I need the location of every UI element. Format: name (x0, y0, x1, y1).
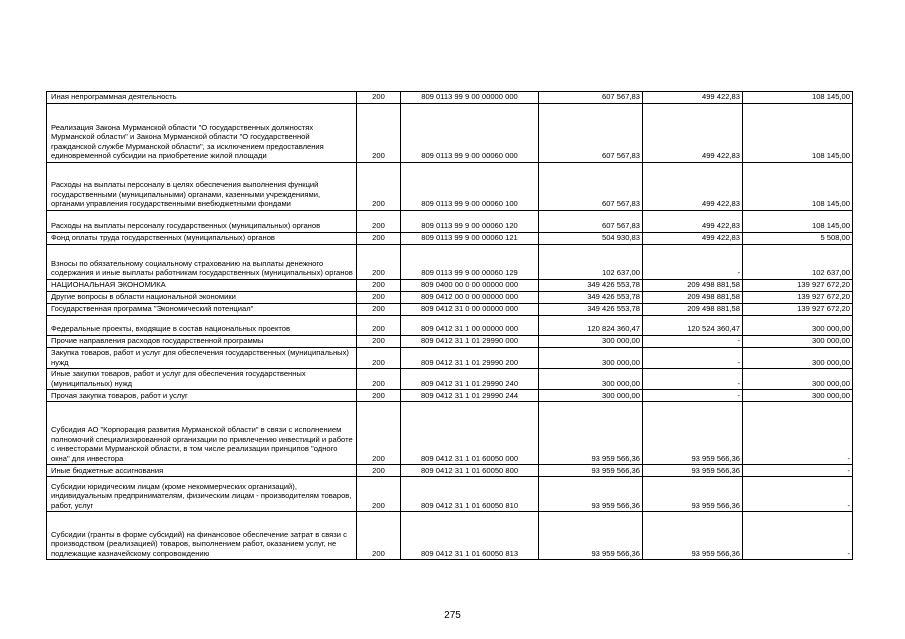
row-code-cell: 200 (357, 316, 401, 336)
row-value-approved-cell: 120 824 360,47 (539, 316, 643, 336)
row-value-approved-cell: 300 000,00 (539, 369, 643, 390)
row-value-unexecuted-cell: 102 637,00 (743, 245, 853, 280)
row-kbk-cell: 809 0412 31 1 01 60050 800 (401, 465, 539, 477)
row-name-cell: Прочие направления расходов государственной программы (47, 336, 357, 348)
row-name-cell: Федеральные проекты, входящие в состав национальных проектов (47, 316, 357, 336)
row-code-cell: 200 (357, 390, 401, 402)
row-value-approved-cell: 93 959 566,36 (539, 512, 643, 560)
row-value-approved-cell: 300 000,00 (539, 336, 643, 348)
row-name-cell: Реализация Закона Мурманской области "О государственных должностях Мурманской области" и Закона Мурманской области "О государственной гражданской службе Мурманской области", за исключением предоставления единовременной субсидии на приобретение жилой площади (47, 104, 357, 163)
row-name-cell: НАЦИОНАЛЬНАЯ ЭКОНОМИКА (47, 280, 357, 292)
row-value-approved-cell: 349 426 553,78 (539, 292, 643, 304)
table-row (47, 477, 853, 512)
row-code-cell: 200 (357, 245, 401, 280)
row-value-executed-cell: 499 422,83 (643, 92, 743, 104)
row-value-approved-cell: 607 567,83 (539, 104, 643, 163)
row-name-cell: Расходы на выплаты персоналу в целях обеспечения выполнения функций государственными (муниципальными) органами, казенными учреждениями, органами управления государственными внебюджетными фондами (47, 163, 357, 211)
row-value-executed-cell: - (643, 390, 743, 402)
row-value-unexecuted-cell: - (743, 402, 853, 465)
row-value-executed-cell: 93 959 566,36 (643, 512, 743, 560)
row-kbk-cell: 809 0400 00 0 00 00000 000 (401, 280, 539, 292)
table-row (47, 512, 853, 560)
row-code-cell: 200 (357, 163, 401, 211)
table-row (47, 233, 853, 245)
row-code-cell: 200 (357, 369, 401, 390)
row-value-executed-cell: 93 959 566,36 (643, 402, 743, 465)
row-value-executed-cell: - (643, 245, 743, 280)
budget-table-body (47, 92, 853, 560)
row-name-cell: Иная непрограммная деятельность (47, 92, 357, 104)
row-value-approved-cell: 504 930,83 (539, 233, 643, 245)
row-value-unexecuted-cell: 139 927 672,20 (743, 292, 853, 304)
row-code-cell: 200 (357, 233, 401, 245)
row-value-approved-cell: 102 637,00 (539, 245, 643, 280)
row-value-executed-cell: - (643, 369, 743, 390)
row-value-approved-cell: 93 959 566,36 (539, 477, 643, 512)
table-row (47, 245, 853, 280)
row-code-cell: 200 (357, 402, 401, 465)
row-code-cell: 200 (357, 280, 401, 292)
row-code-cell: 200 (357, 104, 401, 163)
row-kbk-cell: 809 0113 99 9 00 00060 000 (401, 104, 539, 163)
row-value-executed-cell: 209 498 881,58 (643, 304, 743, 316)
row-kbk-cell: 809 0412 31 1 00 00000 000 (401, 316, 539, 336)
row-value-unexecuted-cell: 300 000,00 (743, 348, 853, 369)
row-kbk-cell: 809 0412 31 1 01 29990 244 (401, 390, 539, 402)
row-kbk-cell: 809 0412 31 1 01 29990 240 (401, 369, 539, 390)
budget-table (46, 91, 853, 560)
row-code-cell: 200 (357, 211, 401, 233)
table-row (47, 316, 853, 336)
row-value-unexecuted-cell: 108 145,00 (743, 211, 853, 233)
row-value-executed-cell: 499 422,83 (643, 163, 743, 211)
row-value-approved-cell: 300 000,00 (539, 348, 643, 369)
row-name-cell: Взносы по обязательному социальному страхованию на выплаты денежного содержания и иные выплаты работникам государственных (муниципальных) органов (47, 245, 357, 280)
row-kbk-cell: 809 0412 31 1 01 29990 000 (401, 336, 539, 348)
row-value-approved-cell: 607 567,83 (539, 92, 643, 104)
row-value-unexecuted-cell: - (743, 465, 853, 477)
row-kbk-cell: 809 0113 99 9 00 00060 121 (401, 233, 539, 245)
table-row (47, 292, 853, 304)
row-name-cell: Субсидии юридическим лицам (кроме некоммерческих организаций), индивидуальным предпринимателям, физическим лицам - производителям товаров, работ, услуг (47, 477, 357, 512)
row-value-unexecuted-cell: 300 000,00 (743, 390, 853, 402)
row-name-cell: Фонд оплаты труда государственных (муниципальных) органов (47, 233, 357, 245)
table-row (47, 92, 853, 104)
row-code-cell: 200 (357, 304, 401, 316)
row-kbk-cell: 809 0412 31 1 01 29990 200 (401, 348, 539, 369)
row-value-unexecuted-cell: 300 000,00 (743, 336, 853, 348)
row-value-approved-cell: 93 959 566,36 (539, 402, 643, 465)
row-code-cell: 200 (357, 92, 401, 104)
table-row (47, 465, 853, 477)
row-value-unexecuted-cell: - (743, 477, 853, 512)
row-value-approved-cell: 607 567,83 (539, 163, 643, 211)
row-code-cell: 200 (357, 477, 401, 512)
table-row (47, 348, 853, 369)
row-name-cell: Расходы на выплаты персоналу государственных (муниципальных) органов (47, 211, 357, 233)
row-code-cell: 200 (357, 465, 401, 477)
row-value-unexecuted-cell: 139 927 672,20 (743, 280, 853, 292)
row-kbk-cell: 809 0113 99 9 00 00000 000 (401, 92, 539, 104)
row-name-cell: Иные закупки товаров, работ и услуг для обеспечения государственных (муниципальных) нужд (47, 369, 357, 390)
row-value-approved-cell: 349 426 553,78 (539, 304, 643, 316)
row-value-executed-cell: - (643, 348, 743, 369)
row-value-unexecuted-cell: 300 000,00 (743, 316, 853, 336)
row-name-cell: Другие вопросы в области национальной экономики (47, 292, 357, 304)
row-kbk-cell: 809 0412 00 0 00 00000 000 (401, 292, 539, 304)
row-value-unexecuted-cell: 108 145,00 (743, 104, 853, 163)
row-name-cell: Закупка товаров, работ и услуг для обеспечения государственных (муниципальных) нужд (47, 348, 357, 369)
row-value-executed-cell: 93 959 566,36 (643, 477, 743, 512)
row-value-approved-cell: 349 426 553,78 (539, 280, 643, 292)
row-kbk-cell: 809 0412 31 1 01 60050 813 (401, 512, 539, 560)
row-value-executed-cell: 209 498 881,58 (643, 280, 743, 292)
row-value-approved-cell: 93 959 566,36 (539, 465, 643, 477)
row-code-cell: 200 (357, 336, 401, 348)
row-value-approved-cell: 300 000,00 (539, 390, 643, 402)
row-code-cell: 200 (357, 292, 401, 304)
table-row (47, 104, 853, 163)
row-code-cell: 200 (357, 512, 401, 560)
row-name-cell: Прочая закупка товаров, работ и услуг (47, 390, 357, 402)
row-value-unexecuted-cell: 300 000,00 (743, 369, 853, 390)
row-kbk-cell: 809 0412 31 0 00 00000 000 (401, 304, 539, 316)
table-row (47, 390, 853, 402)
row-kbk-cell: 809 0412 31 1 01 60050 810 (401, 477, 539, 512)
row-value-executed-cell: 499 422,83 (643, 233, 743, 245)
row-value-unexecuted-cell: - (743, 512, 853, 560)
table-row (47, 304, 853, 316)
row-value-unexecuted-cell: 139 927 672,20 (743, 304, 853, 316)
row-value-executed-cell: 209 498 881,58 (643, 292, 743, 304)
row-kbk-cell: 809 0113 99 9 00 00060 100 (401, 163, 539, 211)
row-value-unexecuted-cell: 5 508,00 (743, 233, 853, 245)
row-name-cell: Иные бюджетные ассигнования (47, 465, 357, 477)
row-value-executed-cell: 93 959 566,36 (643, 465, 743, 477)
table-row (47, 369, 853, 390)
page-number: 275 (444, 610, 461, 621)
row-value-executed-cell: 120 524 360,47 (643, 316, 743, 336)
row-kbk-cell: 809 0113 99 9 00 00060 120 (401, 211, 539, 233)
row-value-unexecuted-cell: 108 145,00 (743, 92, 853, 104)
row-value-unexecuted-cell: 108 145,00 (743, 163, 853, 211)
row-name-cell: Государственная программа "Экономический потенциал" (47, 304, 357, 316)
row-name-cell: Субсидия АО "Корпорация развития Мурманской области" в связи с исполнением полномочий специализированной организации по привлечению инвестиций и работе с инвесторами Мурманской области, в том числе реализации принципов "одного окна" для инвестора (47, 402, 357, 465)
row-value-approved-cell: 607 567,83 (539, 211, 643, 233)
row-value-executed-cell: - (643, 336, 743, 348)
table-row (47, 280, 853, 292)
table-row (47, 402, 853, 465)
row-value-executed-cell: 499 422,83 (643, 104, 743, 163)
table-row (47, 336, 853, 348)
table-row (47, 211, 853, 233)
row-kbk-cell: 809 0113 99 9 00 00060 129 (401, 245, 539, 280)
row-name-cell: Субсидии (гранты в форме субсидий) на финансовое обеспечение затрат в связи с производством (реализацией) товаров, выполнением работ, оказанием услуг, не подлежащие казначейскому сопровождению (47, 512, 357, 560)
row-code-cell: 200 (357, 348, 401, 369)
row-kbk-cell: 809 0412 31 1 01 60050 000 (401, 402, 539, 465)
table-row (47, 163, 853, 211)
row-value-executed-cell: 499 422,83 (643, 211, 743, 233)
